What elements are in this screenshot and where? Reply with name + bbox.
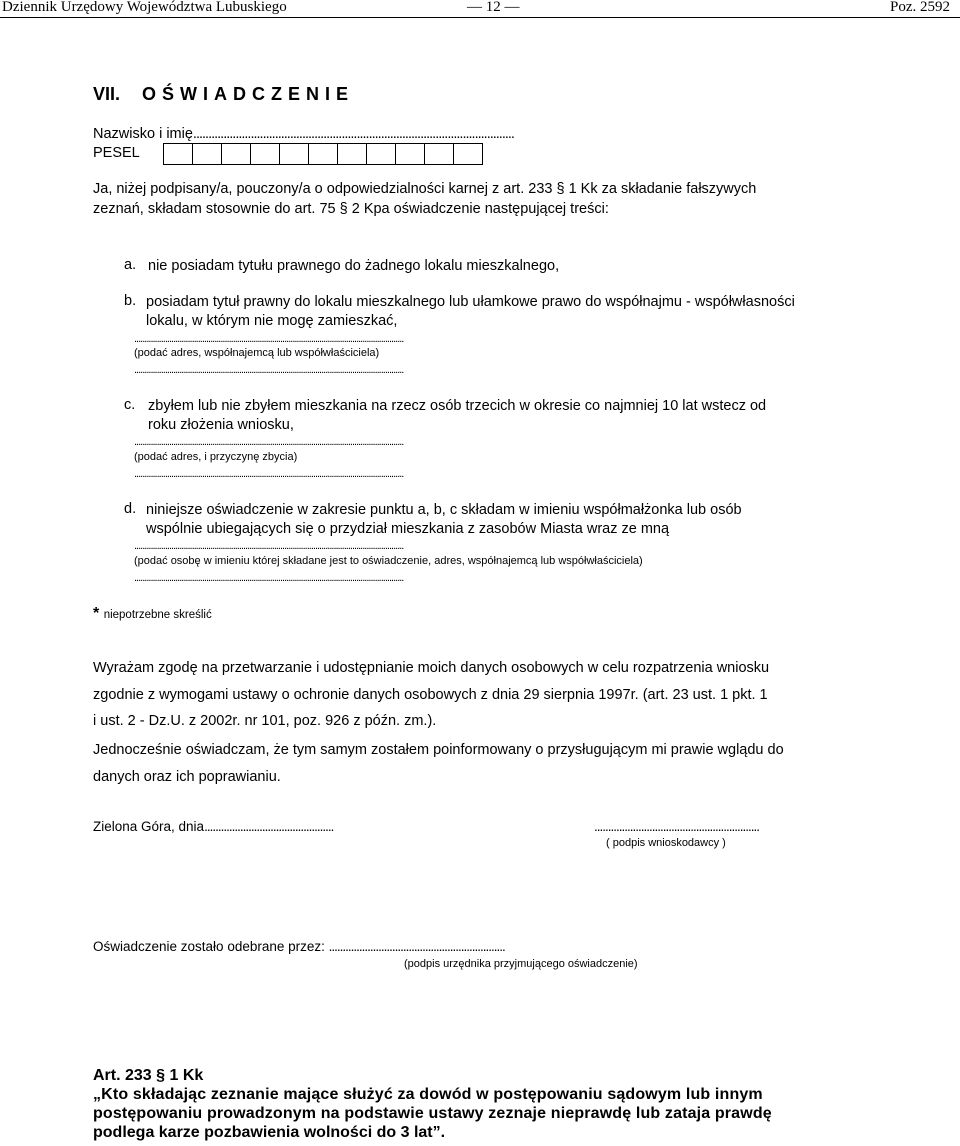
pesel-digit-box[interactable] [250,143,280,165]
section-heading: OŚWIADCZENIE [142,84,355,104]
footnote-text: niepotrzebne skreślić [103,609,212,621]
option-d-hint: (podać osobę w imieniu której składane jest to oświadczenie, adres, współnajemcą lub współwłaściciela) [134,555,643,567]
informed-paragraph [93,737,784,791]
pesel-digit-box[interactable] [337,143,367,165]
section-number: VII. [93,84,121,104]
informed-line: Jednocześnie oświadczam, że tym samym zostałem poinformowany o przysługującym mi prawie wglądu do [93,742,784,758]
place-date-field [93,819,333,834]
option-d-text [146,501,742,539]
pesel-digit-box[interactable] [395,143,425,165]
official-signature-caption: (podpis urzędnika przyjmującego oświadczenie) [404,958,638,970]
pesel-boxes [164,143,483,165]
intro-line: Ja, niżej podpisany/a, pouczony/a o odpowiedzialności karnej z art. 233 § 1 Kk za składanie fałszywych [93,181,757,197]
section-title [93,84,354,105]
pesel-digit-box[interactable] [279,143,309,165]
received-by-field [93,939,505,954]
option-b-letter: b. [124,293,137,309]
pesel-label: PESEL [93,145,140,161]
article-heading: Art. 233 § 1 Kk [93,1067,204,1084]
option-b-line: posiadam tytuł prawny do lokalu mieszkalnego lub ułamkowe prawo do współnajmu - współwłasności [146,294,795,310]
option-c-line: roku złożenia wniosku, [148,417,294,433]
consent-line: i ust. 2 - Dz.U. z 2002r. nr 101, poz. 926 z późn. zm.). [93,713,437,729]
pesel-digit-box[interactable] [221,143,251,165]
article-line: postępowaniu prowadzonym na podstawie ustawy zeznaje nieprawdę lub zataja prawdę [93,1105,772,1122]
pesel-digit-box[interactable] [366,143,396,165]
pesel-digit-box[interactable] [424,143,454,165]
option-d-line: wspólnie ubiegających się o przydział mieszkania z zasobów Miasta wraz ze mną [146,521,670,537]
footnote [93,605,212,623]
option-c-dots-2: ................................................................................................................................... [134,468,404,480]
applicant-signature-dots: ............................................................ [594,819,760,834]
option-a-letter: a. [124,257,137,273]
consent-line: Wyrażam zgodę na przetwarzanie i udostępnianie moich danych osobowych w celu rozpatrzenia wniosku [93,660,770,676]
consent-line: zgodnie z wymogami ustawy o ochronie danych osobowych z dnia 29 sierpnia 1997r. (art. 23 ust. 1 pkt. 1 [93,686,768,703]
footnote-mark: * [93,605,100,622]
header-rule [0,17,960,18]
page-header [0,0,960,16]
page-number: — 12 — [467,0,520,15]
position-number: Poz. 2592 [890,0,950,15]
place-date-dots: ............................................... [204,819,334,834]
option-c-line: zbyłem lub nie zbyłem mieszkania na rzecz osób trzecich w okresie co najmniej 10 lat wstecz od [148,398,767,414]
option-b-hint: (podać adres, współnajemcą lub współwłaściciela) [134,347,380,359]
option-c-text [148,397,766,435]
name-field [93,126,514,142]
consent-paragraph [93,655,769,735]
applicant-signature-caption: ( podpis wnioskodawcy ) [606,837,726,849]
option-b-line: lokalu, w którym nie mogę zamieszkać, [146,313,398,329]
option-d-line: niniejsze oświadczenie w zakresie punktu a, b, c składam w imieniu współmałżonka lub osób [146,502,742,518]
intro-line: zeznań, składam stosownie do art. 75 § 2 Kpa oświadczenie następującej treści: [93,200,609,217]
option-a-text [148,257,559,277]
pesel-digit-box[interactable] [308,143,338,165]
option-d-letter: d. [124,501,137,517]
place-date-label: Zielona Góra, dnia [93,819,205,834]
pesel-digit-box[interactable] [163,143,193,165]
option-a-line: nie posiadam tytułu prawnego do żadnego lokalu mieszkalnego, [148,258,560,274]
option-c-letter: c. [124,397,136,413]
option-b-text [146,293,795,331]
pesel-digit-box[interactable] [453,143,483,165]
intro-paragraph [93,180,756,219]
pesel-digit-box[interactable] [192,143,222,165]
option-c-dots: ................................................................................................................................... [134,436,404,448]
journal-title: Dziennik Urzędowy Województwa Lubuskiego [2,0,287,15]
option-b-dots: ................................................................................................................................... [134,333,404,345]
option-d-dots: ................................................................................................................................... [134,540,404,552]
option-d-dots-2: ................................................................................................................................... [134,572,404,584]
received-by-label: Oświadczenie zostało odebrane przez: [93,939,325,954]
article-line: „Kto składając zeznanie mające służyć za dowód w postępowaniu sądowym lub innym [93,1086,763,1103]
option-b-dots-2: ................................................................................................................................... [134,364,404,376]
informed-line: danych oraz ich poprawianiu. [93,769,281,785]
name-dots: .......................................................................................................... [192,126,514,142]
received-by-dots: ................................................................ [328,939,505,954]
option-c-hint: (podać adres, i przyczynę zbycia) [134,451,298,463]
article-line: podlega karze pozbawienia wolności do 3 lat”. [93,1124,446,1141]
article-233-block [93,1066,772,1142]
name-label: Nazwisko i imię [93,126,193,142]
